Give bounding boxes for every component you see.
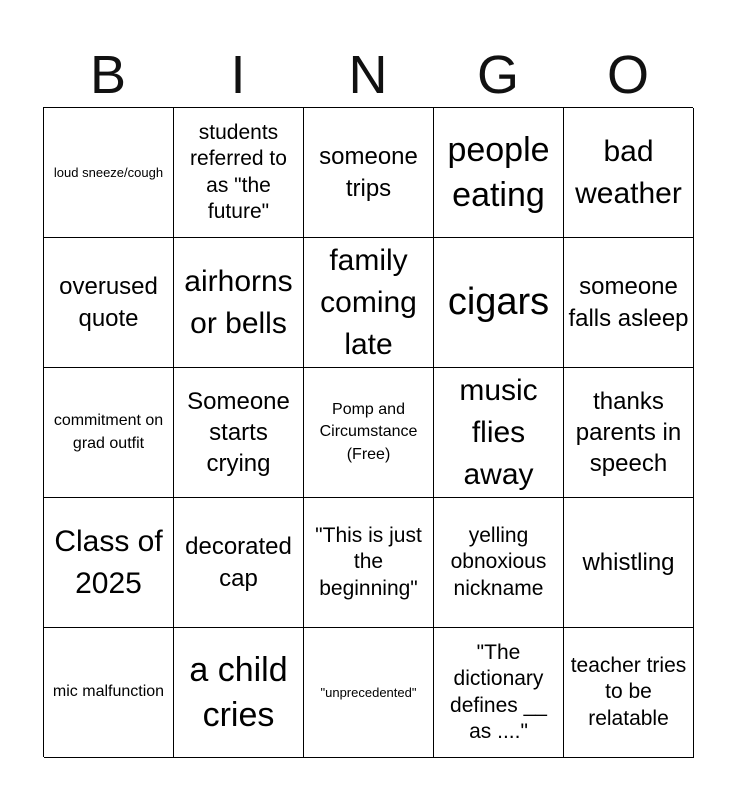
bingo-board (43, 107, 693, 757)
bingo-cell-r3c5[interactable] (564, 368, 694, 498)
bingo-cell-r5c5[interactable] (564, 628, 694, 758)
header-letter-b: B (89, 45, 127, 105)
bingo-cell-r3c3-free[interactable] (304, 368, 434, 498)
bingo-cell-r1c4[interactable] (434, 108, 564, 238)
bingo-cell-r2c1[interactable] (44, 238, 174, 368)
bingo-cell-r2c3[interactable] (304, 238, 434, 368)
cell-text: "The dictionary defines __ as ...." (450, 641, 547, 743)
bingo-cell-r2c5[interactable] (564, 238, 694, 368)
bingo-cell-r5c4[interactable] (434, 628, 564, 758)
bingo-cell-r4c2[interactable] (174, 498, 304, 628)
cell-text: Pomp and Circumstance (Free) (319, 400, 418, 463)
bingo-cell-r3c2[interactable] (174, 368, 304, 498)
cell-text: teacher tries to be relatable (570, 654, 687, 730)
bingo-cell-r3c1[interactable] (44, 368, 174, 498)
header-letter-n: N (348, 45, 388, 105)
cell-text: music flies away (459, 373, 538, 491)
cell-text: yelling obnoxious nickname (450, 524, 547, 600)
bingo-cell-r1c3[interactable] (304, 108, 434, 238)
bingo-cell-r2c2[interactable] (174, 238, 304, 368)
cell-text: thanks parents in speech (575, 387, 682, 478)
bingo-cell-r1c5[interactable] (564, 108, 694, 238)
cell-text: decorated cap (185, 533, 292, 592)
bingo-cell-r4c1[interactable] (44, 498, 174, 628)
bingo-cell-r1c1[interactable] (44, 108, 174, 238)
bingo-cell-r4c5[interactable] (564, 498, 694, 628)
cell-text: "This is just the beginning" (315, 524, 422, 600)
cell-text: someone trips (319, 143, 418, 202)
bingo-cell-r5c2[interactable] (174, 628, 304, 758)
bingo-cell-r5c3[interactable] (304, 628, 434, 758)
cell-text: Someone starts crying (187, 387, 290, 478)
cell-text: loud sneeze/cough (53, 164, 164, 180)
bingo-cell-r1c2[interactable] (174, 108, 304, 238)
cell-text: mic malfunction (52, 683, 165, 701)
header-letter-o: O (606, 45, 649, 105)
cell-text: someone falls asleep (568, 273, 689, 332)
bingo-cell-r3c4[interactable] (434, 368, 564, 498)
bingo-header (43, 44, 693, 106)
header-letter-g: G (476, 45, 519, 105)
cell-text: people eating (447, 131, 550, 214)
cell-text: a child cries (189, 651, 288, 734)
cell-text: "unprecedented" (320, 684, 417, 700)
cell-text: whistling (582, 548, 675, 576)
bingo-cell-r2c4[interactable] (434, 238, 564, 368)
bingo-cell-r4c3[interactable] (304, 498, 434, 628)
bingo-cell-r4c4[interactable] (434, 498, 564, 628)
bingo-cell-r5c1[interactable] (44, 628, 174, 758)
cell-text: overused quote (59, 273, 158, 332)
cell-text: family coming late (320, 243, 417, 361)
cell-text: Class of 2025 (54, 524, 163, 600)
cell-text: students referred to as "the future" (190, 121, 287, 223)
cell-text: bad weather (575, 134, 682, 210)
cell-text: cigars (447, 280, 550, 323)
header-letter-i: I (230, 45, 246, 105)
cell-text: commitment on grad outfit (53, 412, 164, 452)
cell-text: airhorns or bells (184, 264, 293, 340)
